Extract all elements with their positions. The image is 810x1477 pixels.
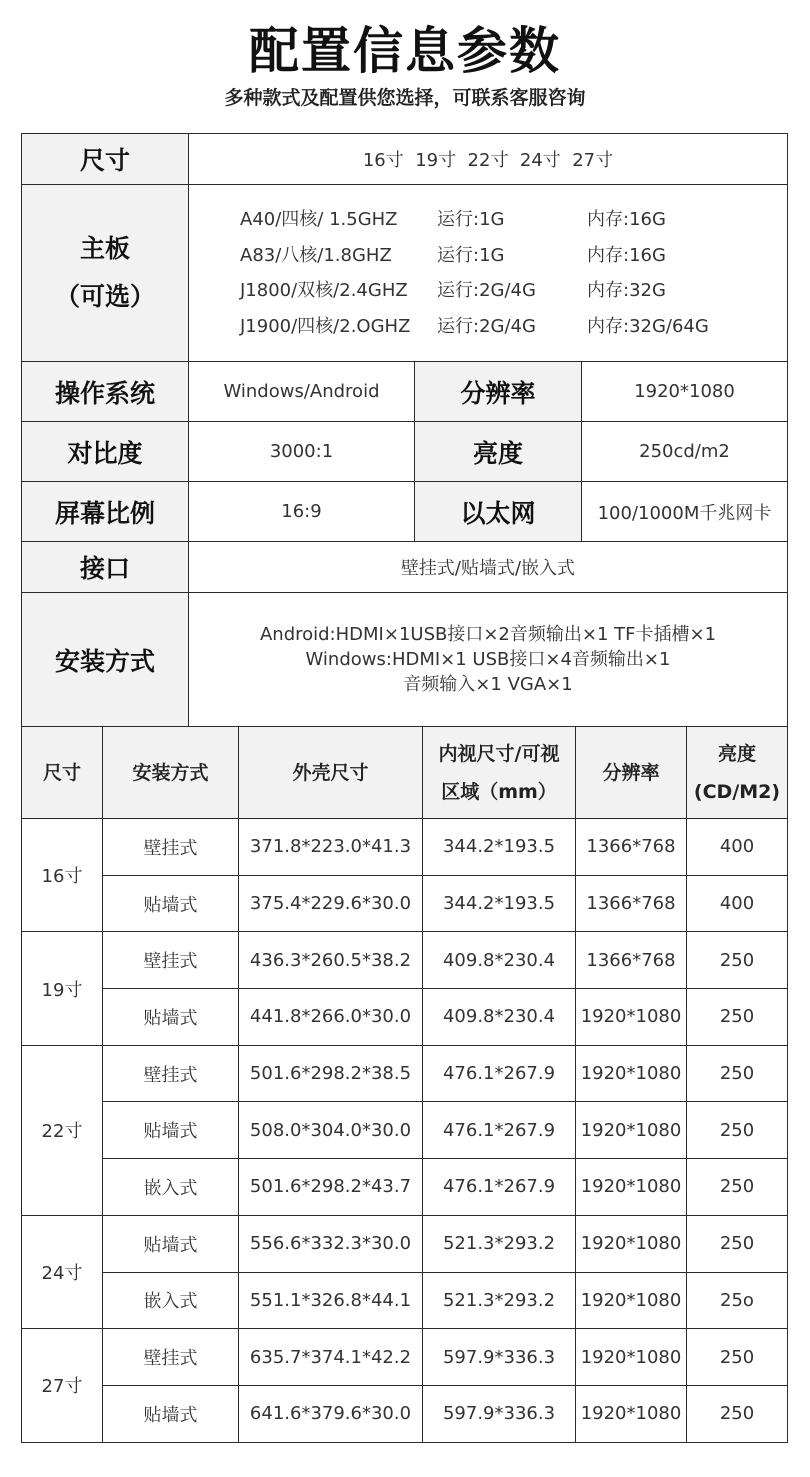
- table-row: [22, 1215, 788, 1272]
- mainboard-options: [189, 185, 788, 362]
- resolution-value: 1920*1080: [582, 362, 788, 422]
- size-value: 16寸 19寸 22寸 24寸 27寸: [189, 134, 788, 185]
- os-label: 操作系统: [22, 362, 189, 422]
- table-row: [22, 1329, 788, 1386]
- shell-cell: 641.6*379.6*30.0: [239, 1385, 423, 1442]
- storage-text: 内存:32G/64G: [587, 315, 709, 337]
- shell-cell: 551.1*326.8*44.1: [239, 1272, 423, 1329]
- view-cell: 344.2*193.5: [423, 819, 576, 876]
- resolution-label: 分辨率: [415, 362, 582, 422]
- install-cell: 贴墙式: [103, 989, 239, 1046]
- resolution-cell: 1920*1080: [576, 1385, 687, 1442]
- shell-cell: 441.8*266.0*30.0: [239, 989, 423, 1046]
- shell-cell: 635.7*374.1*42.2: [239, 1329, 423, 1386]
- view-cell: 409.8*230.4: [423, 989, 576, 1046]
- mainboard-option: [240, 309, 787, 345]
- table-header-row: [22, 727, 788, 819]
- view-cell: 409.8*230.4: [423, 932, 576, 989]
- ram-text: 运行:2G/4G: [437, 280, 536, 301]
- view-cell: 521.3*293.2: [423, 1215, 576, 1272]
- view-cell: 597.9*336.3: [423, 1385, 576, 1442]
- header-install: 安装方式: [103, 727, 239, 819]
- ram-text: 运行:1G: [437, 244, 505, 266]
- spec-row-mainboard: [22, 185, 788, 362]
- cpu-text: A83/八核/1.8GHZ: [240, 244, 392, 266]
- page-subtitle: 多种款式及配置供您选择，可联系客服咨询: [224, 87, 586, 109]
- brightness-cell: 250: [687, 1045, 788, 1102]
- storage-text: 内存:16G: [587, 244, 666, 266]
- mainboard-option: [240, 238, 787, 274]
- header-view-line2: 区域（mm）: [441, 780, 557, 803]
- mainboard-option: [240, 202, 787, 238]
- resolution-cell: 1920*1080: [576, 989, 687, 1046]
- spec-table: [21, 133, 788, 727]
- resolution-cell: 1920*1080: [576, 1102, 687, 1159]
- size-cell: 22寸: [22, 1045, 103, 1215]
- install-label: 安装方式: [22, 593, 189, 727]
- spec-row-os: [22, 362, 788, 422]
- interface-value: 壁挂式/贴墙式/嵌入式: [189, 542, 788, 593]
- contrast-value: 3000:1: [189, 422, 415, 482]
- brightness-cell: 250: [687, 1215, 788, 1272]
- view-cell: 344.2*193.5: [423, 875, 576, 932]
- spec-row-ratio: [22, 482, 788, 542]
- install-cell: 嵌入式: [103, 1272, 239, 1329]
- mainboard-option: [240, 273, 787, 309]
- view-cell: 476.1*267.9: [423, 1045, 576, 1102]
- spec-row-size: [22, 134, 788, 185]
- cpu-text: J1800/双核/2.4GHZ: [240, 280, 408, 301]
- resolution-cell: 1920*1080: [576, 1272, 687, 1329]
- brightness-cell: 250: [687, 1159, 788, 1216]
- size-cell: 27寸: [22, 1329, 103, 1442]
- table-row: [22, 1045, 788, 1102]
- ratio-label: 屏幕比例: [22, 482, 189, 542]
- shell-cell: 501.6*298.2*43.7: [239, 1159, 423, 1216]
- brightness-cell: 400: [687, 875, 788, 932]
- brightness-cell: 250: [687, 989, 788, 1046]
- install-cell: 壁挂式: [103, 1045, 239, 1102]
- resolution-cell: 1920*1080: [576, 1329, 687, 1386]
- table-row: [22, 1272, 788, 1329]
- header-brightness-line2: (CD/M2): [693, 780, 781, 803]
- ethernet-value: 100/1000M千兆网卡: [582, 482, 788, 542]
- shell-cell: 556.6*332.3*30.0: [239, 1215, 423, 1272]
- header-view-line1: 内视尺寸/可视: [438, 742, 560, 765]
- size-table: [21, 726, 788, 1443]
- ram-text: 运行:2G/4G: [437, 315, 536, 337]
- shell-cell: 508.0*304.0*30.0: [239, 1102, 423, 1159]
- view-cell: 476.1*267.9: [423, 1159, 576, 1216]
- size-cell: 16寸: [22, 819, 103, 932]
- mainboard-label-line2: （可选）: [54, 282, 155, 311]
- header-brightness-line1: 亮度: [717, 742, 756, 765]
- storage-text: 内存:32G: [587, 280, 666, 301]
- size-cell: 24寸: [22, 1215, 103, 1328]
- brightness-cell: 25o: [687, 1272, 788, 1329]
- table-row: [22, 1385, 788, 1442]
- mainboard-label-line1: 主板: [79, 234, 130, 263]
- os-value: Windows/Android: [189, 362, 415, 422]
- ethernet-label: 以太网: [415, 482, 582, 542]
- resolution-cell: 1366*768: [576, 932, 687, 989]
- contrast-label: 对比度: [22, 422, 189, 482]
- page-title: 配置信息参数: [249, 22, 561, 80]
- brightness-cell: 250: [687, 1329, 788, 1386]
- resolution-cell: 1366*768: [576, 819, 687, 876]
- install-cell: 壁挂式: [103, 819, 239, 876]
- table-row: [22, 875, 788, 932]
- table-row: [22, 1102, 788, 1159]
- table-row: [22, 1159, 788, 1216]
- view-cell: 476.1*267.9: [423, 1102, 576, 1159]
- shell-cell: 501.6*298.2*38.5: [239, 1045, 423, 1102]
- brightness-cell: 250: [687, 1385, 788, 1442]
- brightness-cell: 250: [687, 1102, 788, 1159]
- brightness-cell: 250: [687, 932, 788, 989]
- shell-cell: 375.4*229.6*30.0: [239, 875, 423, 932]
- resolution-cell: 1920*1080: [576, 1159, 687, 1216]
- install-cell: 壁挂式: [103, 932, 239, 989]
- install-cell: 贴墙式: [103, 1385, 239, 1442]
- header-resolution: 分辨率: [576, 727, 687, 819]
- install-cell: 贴墙式: [103, 1215, 239, 1272]
- header-view: [423, 727, 576, 819]
- view-cell: 597.9*336.3: [423, 1329, 576, 1386]
- storage-text: 内存:16G: [587, 209, 666, 230]
- install-cell: 壁挂式: [103, 1329, 239, 1386]
- size-label: 尺寸: [22, 134, 189, 185]
- resolution-cell: 1920*1080: [576, 1215, 687, 1272]
- table-row: [22, 932, 788, 989]
- install-value: [189, 593, 788, 727]
- spec-row-contrast: [22, 422, 788, 482]
- install-cell: 贴墙式: [103, 1102, 239, 1159]
- install-line: Windows:HDMI×1 USB接口×4音频输出×1: [305, 649, 671, 670]
- cpu-text: A40/四核/ 1.5GHZ: [240, 209, 398, 230]
- cpu-text: J1900/四核/2.OGHZ: [240, 315, 411, 337]
- ram-text: 运行:1G: [437, 209, 505, 230]
- resolution-cell: 1920*1080: [576, 1045, 687, 1102]
- header-shell: 外壳尺寸: [239, 727, 423, 819]
- interface-label: 接口: [22, 542, 189, 593]
- install-line: 音频输入×1 VGA×1: [403, 674, 573, 695]
- brightness-cell: 400: [687, 819, 788, 876]
- install-cell: 贴墙式: [103, 875, 239, 932]
- shell-cell: 371.8*223.0*41.3: [239, 819, 423, 876]
- spec-row-install: [22, 593, 788, 727]
- ratio-value: 16:9: [189, 482, 415, 542]
- resolution-cell: 1366*768: [576, 875, 687, 932]
- spec-row-interface: [22, 542, 788, 593]
- brightness-value: 250cd/m2: [582, 422, 788, 482]
- header-brightness: [687, 727, 788, 819]
- table-row: [22, 989, 788, 1046]
- install-line: Android:HDMI×1USB接口×2音频输出×1 TF卡插槽×1: [259, 624, 717, 645]
- size-cell: 19寸: [22, 932, 103, 1045]
- shell-cell: 436.3*260.5*38.2: [239, 932, 423, 989]
- table-row: [22, 819, 788, 876]
- view-cell: 521.3*293.2: [423, 1272, 576, 1329]
- header-size: 尺寸: [22, 727, 103, 819]
- install-cell: 嵌入式: [103, 1159, 239, 1216]
- mainboard-label: [22, 185, 189, 362]
- brightness-label: 亮度: [415, 422, 582, 482]
